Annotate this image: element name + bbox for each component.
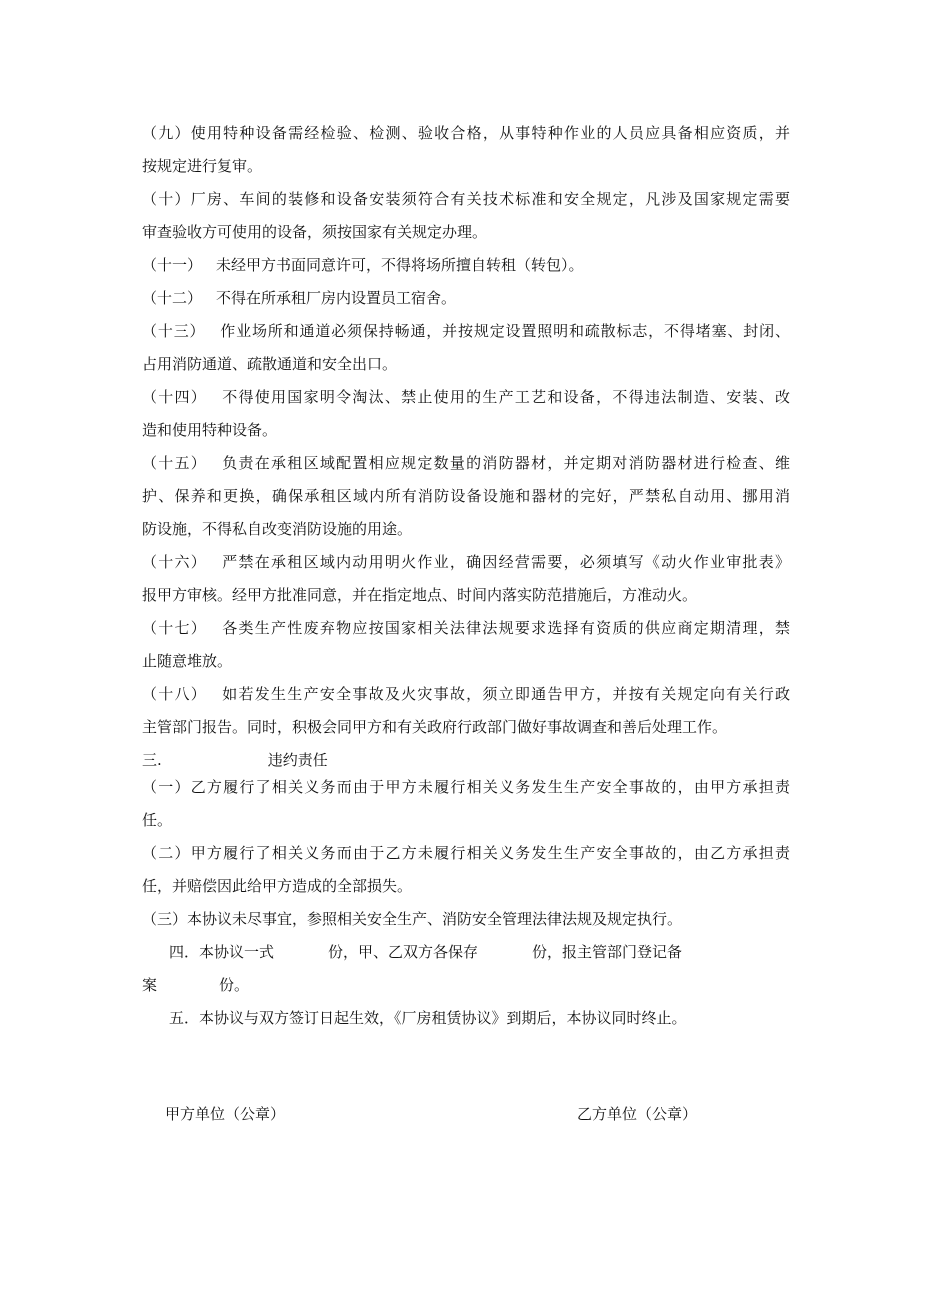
clause-5 (142, 1002, 790, 1035)
clause-number: （十三） (142, 322, 206, 340)
clause-line: 审查验收方可使用的设备，须按国家有关规定办理。 (142, 223, 488, 241)
clause-text: 作业场所和通道必须保持畅通，并按规定设置照明和疏散标志，不得堵塞、封闭、 (219, 322, 790, 340)
clause-line (142, 447, 790, 480)
clause-text: 未经甲方书面同意许可，不得将场所擅自转租（转包）。 (216, 256, 584, 274)
clause-number: （十二） (142, 289, 203, 307)
clause-line: 造和使用特种设备。 (142, 421, 278, 439)
party-a-seal-label: 甲方单位（公章） (165, 1105, 286, 1123)
clause-10 (142, 183, 790, 249)
clause-line (142, 381, 790, 414)
liability-2 (142, 837, 790, 903)
clause-9 (142, 117, 790, 183)
clause-line (142, 969, 790, 1002)
clause-line: （十）厂房、车间的装修和设备安装须符合有关技术标准和安全规定，凡涉及国家规定需要 (142, 190, 790, 208)
clause-12 (142, 282, 790, 315)
clause-line (142, 1002, 790, 1035)
clause-number: （十六） (142, 553, 208, 571)
clause-line (142, 315, 790, 348)
liability-1 (142, 771, 790, 837)
clause-line (142, 249, 790, 282)
liability-3 (142, 903, 790, 936)
clause-line: 按规定进行复审。 (142, 157, 263, 175)
clause-line: 任，并赔偿因此给甲方造成的全部损失。 (142, 877, 413, 895)
clause-line (142, 282, 790, 315)
clause-line (142, 546, 790, 579)
clause-line: （一）乙方履行了相关义务而由于甲方未履行相关义务发生生产安全事故的，由甲方承担责 (142, 778, 790, 796)
clause-line: 报甲方审核。经甲方批准同意，并在指定地点、时间内落实防范措施后，方准动火。 (142, 586, 698, 604)
clause-text: 如若发生生产安全事故及火灾事故，须立即通告甲方，并按有关规定向有关行政 (221, 685, 790, 703)
party-b-seal-label: 乙方单位（公章） (577, 1105, 698, 1123)
clause-number: （十一） (142, 256, 203, 274)
clause-13 (142, 315, 790, 381)
clause-17 (142, 612, 790, 678)
clause-number: （十五） (142, 454, 208, 472)
clause-line (142, 936, 790, 969)
clause-text: 不得使用国家明令淘汰、禁止使用的生产工艺和设备，不得违法制造、安装、改 (221, 388, 790, 406)
clause-14 (142, 381, 790, 447)
clause4-part: 份。 (219, 976, 250, 994)
clause-line: 护、保养和更换，确保承租区域内所有消防设备设施和器材的完好，严禁私自动用、挪用消 (142, 487, 790, 505)
clause-number: （十七） (142, 619, 208, 637)
clause4-part: 四．本协议一式 (169, 943, 275, 961)
clause-11 (142, 249, 790, 282)
clause-number: （十四） (142, 388, 208, 406)
clause-line: 止随意堆放。 (142, 652, 233, 670)
clause-text: 不得在所承租厂房内设置员工宿舍。 (216, 289, 457, 307)
clause-text: 各类生产性废弃物应按国家相关法律法规要求选择有资质的供应商定期清理，禁 (221, 619, 790, 637)
clause-line (142, 612, 790, 645)
section-number: 三. (142, 751, 162, 769)
clause-15 (142, 447, 790, 546)
clause5-text: 五．本协议与双方签订日起生效，《厂房租赁协议》到期后，本协议同时终止。 (169, 1009, 687, 1027)
clause4-part: 案 (142, 976, 158, 994)
clause-4 (142, 936, 790, 1002)
clause-18 (142, 678, 790, 744)
clause-number: （十八） (142, 685, 208, 703)
clause-line: 主管部门报告。同时，积极会同甲方和有关政府行政部门做好事故调查和善后处理工作。 (142, 718, 728, 736)
clause-text: 严禁在承租区域内动用明火作业，确因经营需要，必须填写《动火作业审批表》 (221, 553, 790, 571)
clause-text: 负责在承租区域配置相应规定数量的消防器材，并定期对消防器材进行检查、维 (221, 454, 790, 472)
clause-line: （九）使用特种设备需经检验、检测、验收合格，从事特种作业的人员应具备相应资质，并 (142, 124, 790, 142)
clause-line: 占用消防通道、疏散通道和安全出口。 (142, 355, 398, 373)
clause-16 (142, 546, 790, 612)
clause4-part: 份，甲、乙双方各保存 (328, 943, 479, 961)
section-title: 违约责任 (267, 751, 328, 769)
clause-line (142, 678, 790, 711)
clause4-part: 份，报主管部门登记备 (532, 943, 683, 961)
clause-line: （二）甲方履行了相关义务而由于乙方未履行相关义务发生生产安全事故的，由乙方承担责 (142, 844, 790, 862)
clause-line: （三）本协议未尽事宜，参照相关安全生产、消防安全管理法律法规及规定执行。 (142, 910, 683, 928)
clause-line: 任。 (142, 811, 173, 829)
clause-line: 防设施，不得私自改变消防设施的用途。 (142, 520, 413, 538)
